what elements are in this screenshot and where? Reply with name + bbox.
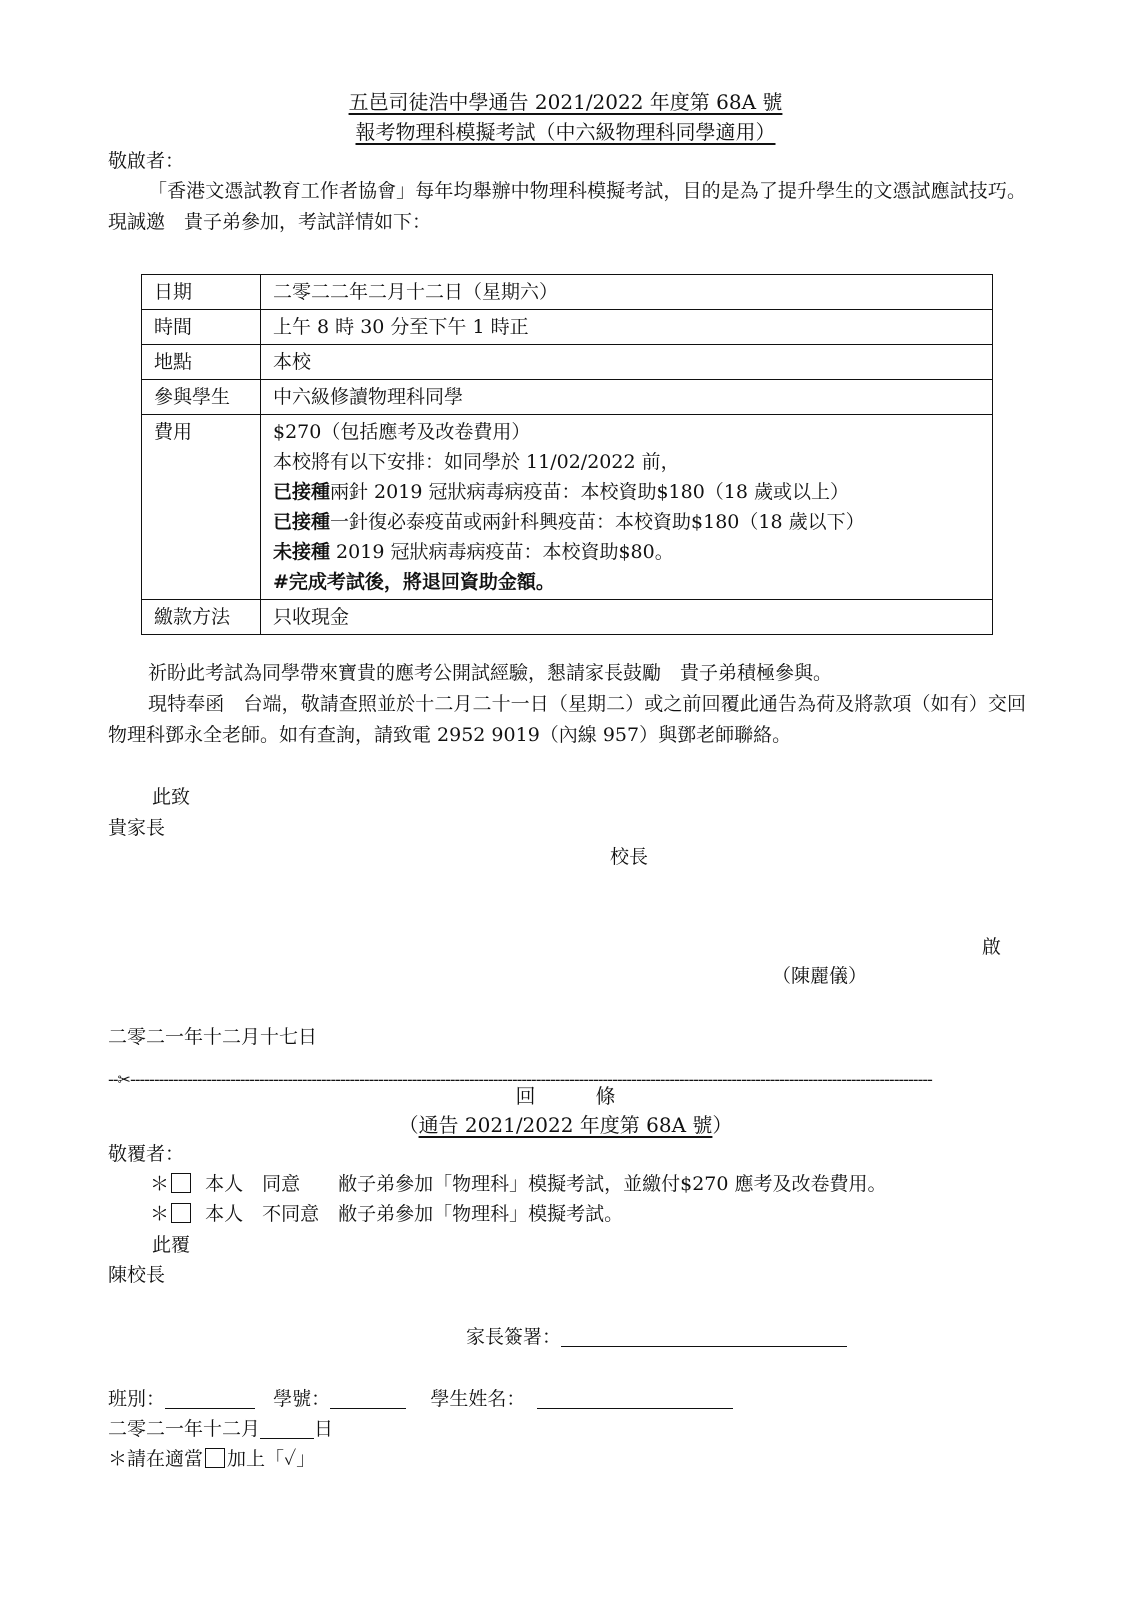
fee-subsidy-2: 已接種一針復必泰疫苗或兩針科興疫苗：本校資助$180（18 歲以下） bbox=[273, 511, 865, 533]
fee-amount: $270（包括應考及改卷費用） bbox=[273, 421, 531, 443]
closing: 此致 bbox=[152, 786, 191, 808]
table-row bbox=[142, 275, 993, 310]
fee-subsidy-1: 已接種兩針 2019 冠狀病毒病疫苗：本校資助$180（18 歲或以上） bbox=[273, 481, 850, 503]
reply-slip-title: 回 條 bbox=[515, 1084, 616, 1108]
disagree-checkbox[interactable] bbox=[171, 1203, 191, 1223]
table-row bbox=[142, 600, 993, 635]
addressee: 貴家長 bbox=[108, 817, 166, 839]
row-value: 中六級修讀物理科同學 bbox=[261, 380, 993, 415]
reply-date-row: 二零二一年十二月 日 bbox=[108, 1418, 334, 1440]
row-value: 本校 bbox=[261, 345, 993, 380]
row-label: 地點 bbox=[142, 345, 261, 380]
table-row bbox=[142, 345, 993, 380]
exam-details-table bbox=[141, 274, 993, 635]
notice-subtitle: 報考物理科模擬考試（中六級物理科同學適用） bbox=[355, 120, 776, 144]
fee-details bbox=[261, 415, 993, 600]
row-label: 日期 bbox=[142, 275, 261, 310]
row-label: 參與學生 bbox=[142, 380, 261, 415]
student-info-row: 班別： 學號： 學生姓名： bbox=[108, 1384, 733, 1414]
tick-instruction: ＊請在適當 加上「✓」 bbox=[108, 1448, 316, 1470]
respect-mark: 啟 bbox=[982, 936, 1002, 958]
option-agree: ＊ 本人 同意 敝子弟參加「物理科」模擬考試，並繳付$270 應考及改卷費用。 bbox=[150, 1173, 887, 1195]
fee-refund-note: #完成考試後，將退回資助金額。 bbox=[273, 571, 555, 593]
row-value: 二零二二年二月十二日（星期六） bbox=[261, 275, 993, 310]
agree-checkbox[interactable] bbox=[171, 1173, 191, 1193]
row-value: 只收現金 bbox=[261, 600, 993, 635]
row-value: 上午 8 時 30 分至下午 1 時正 bbox=[261, 310, 993, 345]
notice-date: 二零二一年十二月十七日 bbox=[108, 1026, 318, 1048]
body-paragraph-1: 祈盼此考試為同學帶來寶貴的應考公開試經驗，懇請家長鼓勵 貴子弟積極參與。 bbox=[148, 662, 833, 684]
fee-arrangement: 本校將有以下安排：如同學於 11/02/2022 前， bbox=[273, 451, 680, 473]
notice-title: 五邑司徒浩中學通告 2021/2022 年度第 68A 號 bbox=[348, 90, 783, 114]
reply-slip-subtitle: （通告 2021/2022 年度第 68A 號） bbox=[398, 1113, 733, 1137]
principal-label: 校長 bbox=[610, 846, 649, 868]
row-label: 時間 bbox=[142, 310, 261, 345]
reply-salutation: 敬覆者： bbox=[108, 1143, 185, 1165]
table-row bbox=[142, 380, 993, 415]
example-checkbox bbox=[205, 1448, 225, 1468]
parent-signature-field[interactable] bbox=[561, 1324, 847, 1347]
principal-name: （陳麗儀） bbox=[772, 965, 868, 987]
student-number-field[interactable] bbox=[330, 1386, 406, 1409]
table-row bbox=[142, 310, 993, 345]
fee-subsidy-3: 未接種 2019 冠狀病毒病疫苗：本校資助$80。 bbox=[273, 541, 674, 563]
scissors-cut-line: --✂------------------------------------------------------------------------------------------------------------------------------------------------------------------------ bbox=[108, 1070, 932, 1089]
table-row-fee bbox=[142, 415, 993, 600]
parent-signature-row: 家長簽署： bbox=[466, 1322, 847, 1352]
reply-day-field[interactable] bbox=[260, 1416, 314, 1439]
row-label: 費用 bbox=[142, 415, 261, 600]
salutation: 敬啟者： bbox=[108, 150, 185, 172]
option-disagree: ＊ 本人 不同意 敝子弟參加「物理科」模擬考試。 bbox=[150, 1203, 624, 1225]
class-field[interactable] bbox=[165, 1386, 255, 1409]
body-paragraph-2: 現特奉函 台端，敬請查照並於十二月二十一日（星期二）或之前回覆此通告為荷及將款項（如有）交回物理科鄧永全老師。如有查詢，請致電 2952 9019（內線 957）與鄧老師聯絡。 bbox=[108, 693, 1026, 746]
row-label: 繳款方法 bbox=[142, 600, 261, 635]
student-name-field[interactable] bbox=[537, 1386, 733, 1409]
reply-addressee: 陳校長 bbox=[108, 1264, 166, 1286]
reply-closing: 此覆 bbox=[152, 1234, 191, 1256]
intro-paragraph: 「香港文憑試教育工作者協會」每年均舉辦中物理科模擬考試，目的是為了提升學生的文憑試應試技巧。現誠邀 貴子弟參加，考試詳情如下： bbox=[108, 180, 1026, 233]
